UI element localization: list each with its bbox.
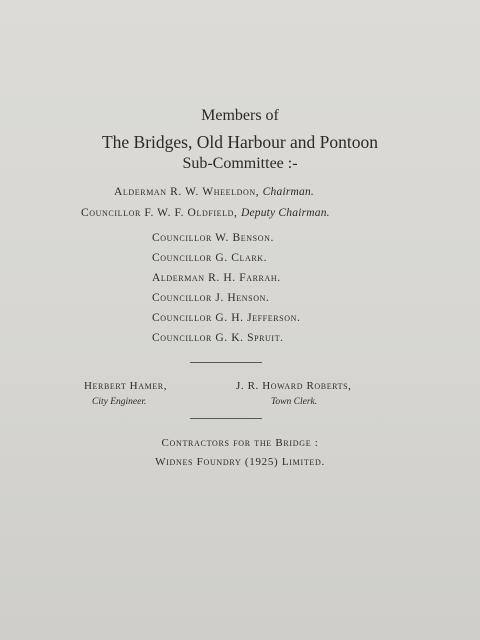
member-farrah: Alderman R. H. Farrah. [152, 272, 281, 284]
divider-1 [190, 362, 262, 363]
heading-sub-committee: Sub-Committee :- [182, 155, 298, 172]
member-role: Chairman. [262, 186, 314, 198]
member-chairman [114, 186, 314, 198]
contractors-heading: Contractors for the Bridge : [161, 437, 319, 449]
contractors-name: Widnes Foundry (1925) Limited. [155, 456, 325, 468]
member-henson: Councillor J. Henson. [152, 292, 270, 304]
heading-line-1: Members of [201, 107, 279, 124]
official-right-name: J. R. Howard Roberts, [236, 380, 352, 392]
member-clark: Councillor G. Clark. [152, 252, 268, 264]
official-right-title: Town Clerk. [271, 397, 318, 407]
member-spruit: Councillor G. K. Spruit. [152, 332, 284, 344]
divider-2 [190, 418, 262, 419]
member-jefferson: Councillor G. H. Jefferson. [152, 312, 301, 324]
heading-committee-name: The Bridges, Old Harbour and Pontoon [101, 132, 379, 152]
member-benson: Councillor W. Benson. [152, 232, 274, 244]
member-deputy-chairman [81, 207, 330, 219]
member-role: Deputy Chairman. [240, 207, 330, 219]
official-left-title: City Engineer. [92, 397, 147, 407]
official-left-name: Herbert Hamer, [84, 380, 168, 392]
member-name: Councillor F. W. F. Oldfield, [81, 207, 241, 219]
member-name: Alderman R. W. Wheeldon, [114, 186, 263, 198]
